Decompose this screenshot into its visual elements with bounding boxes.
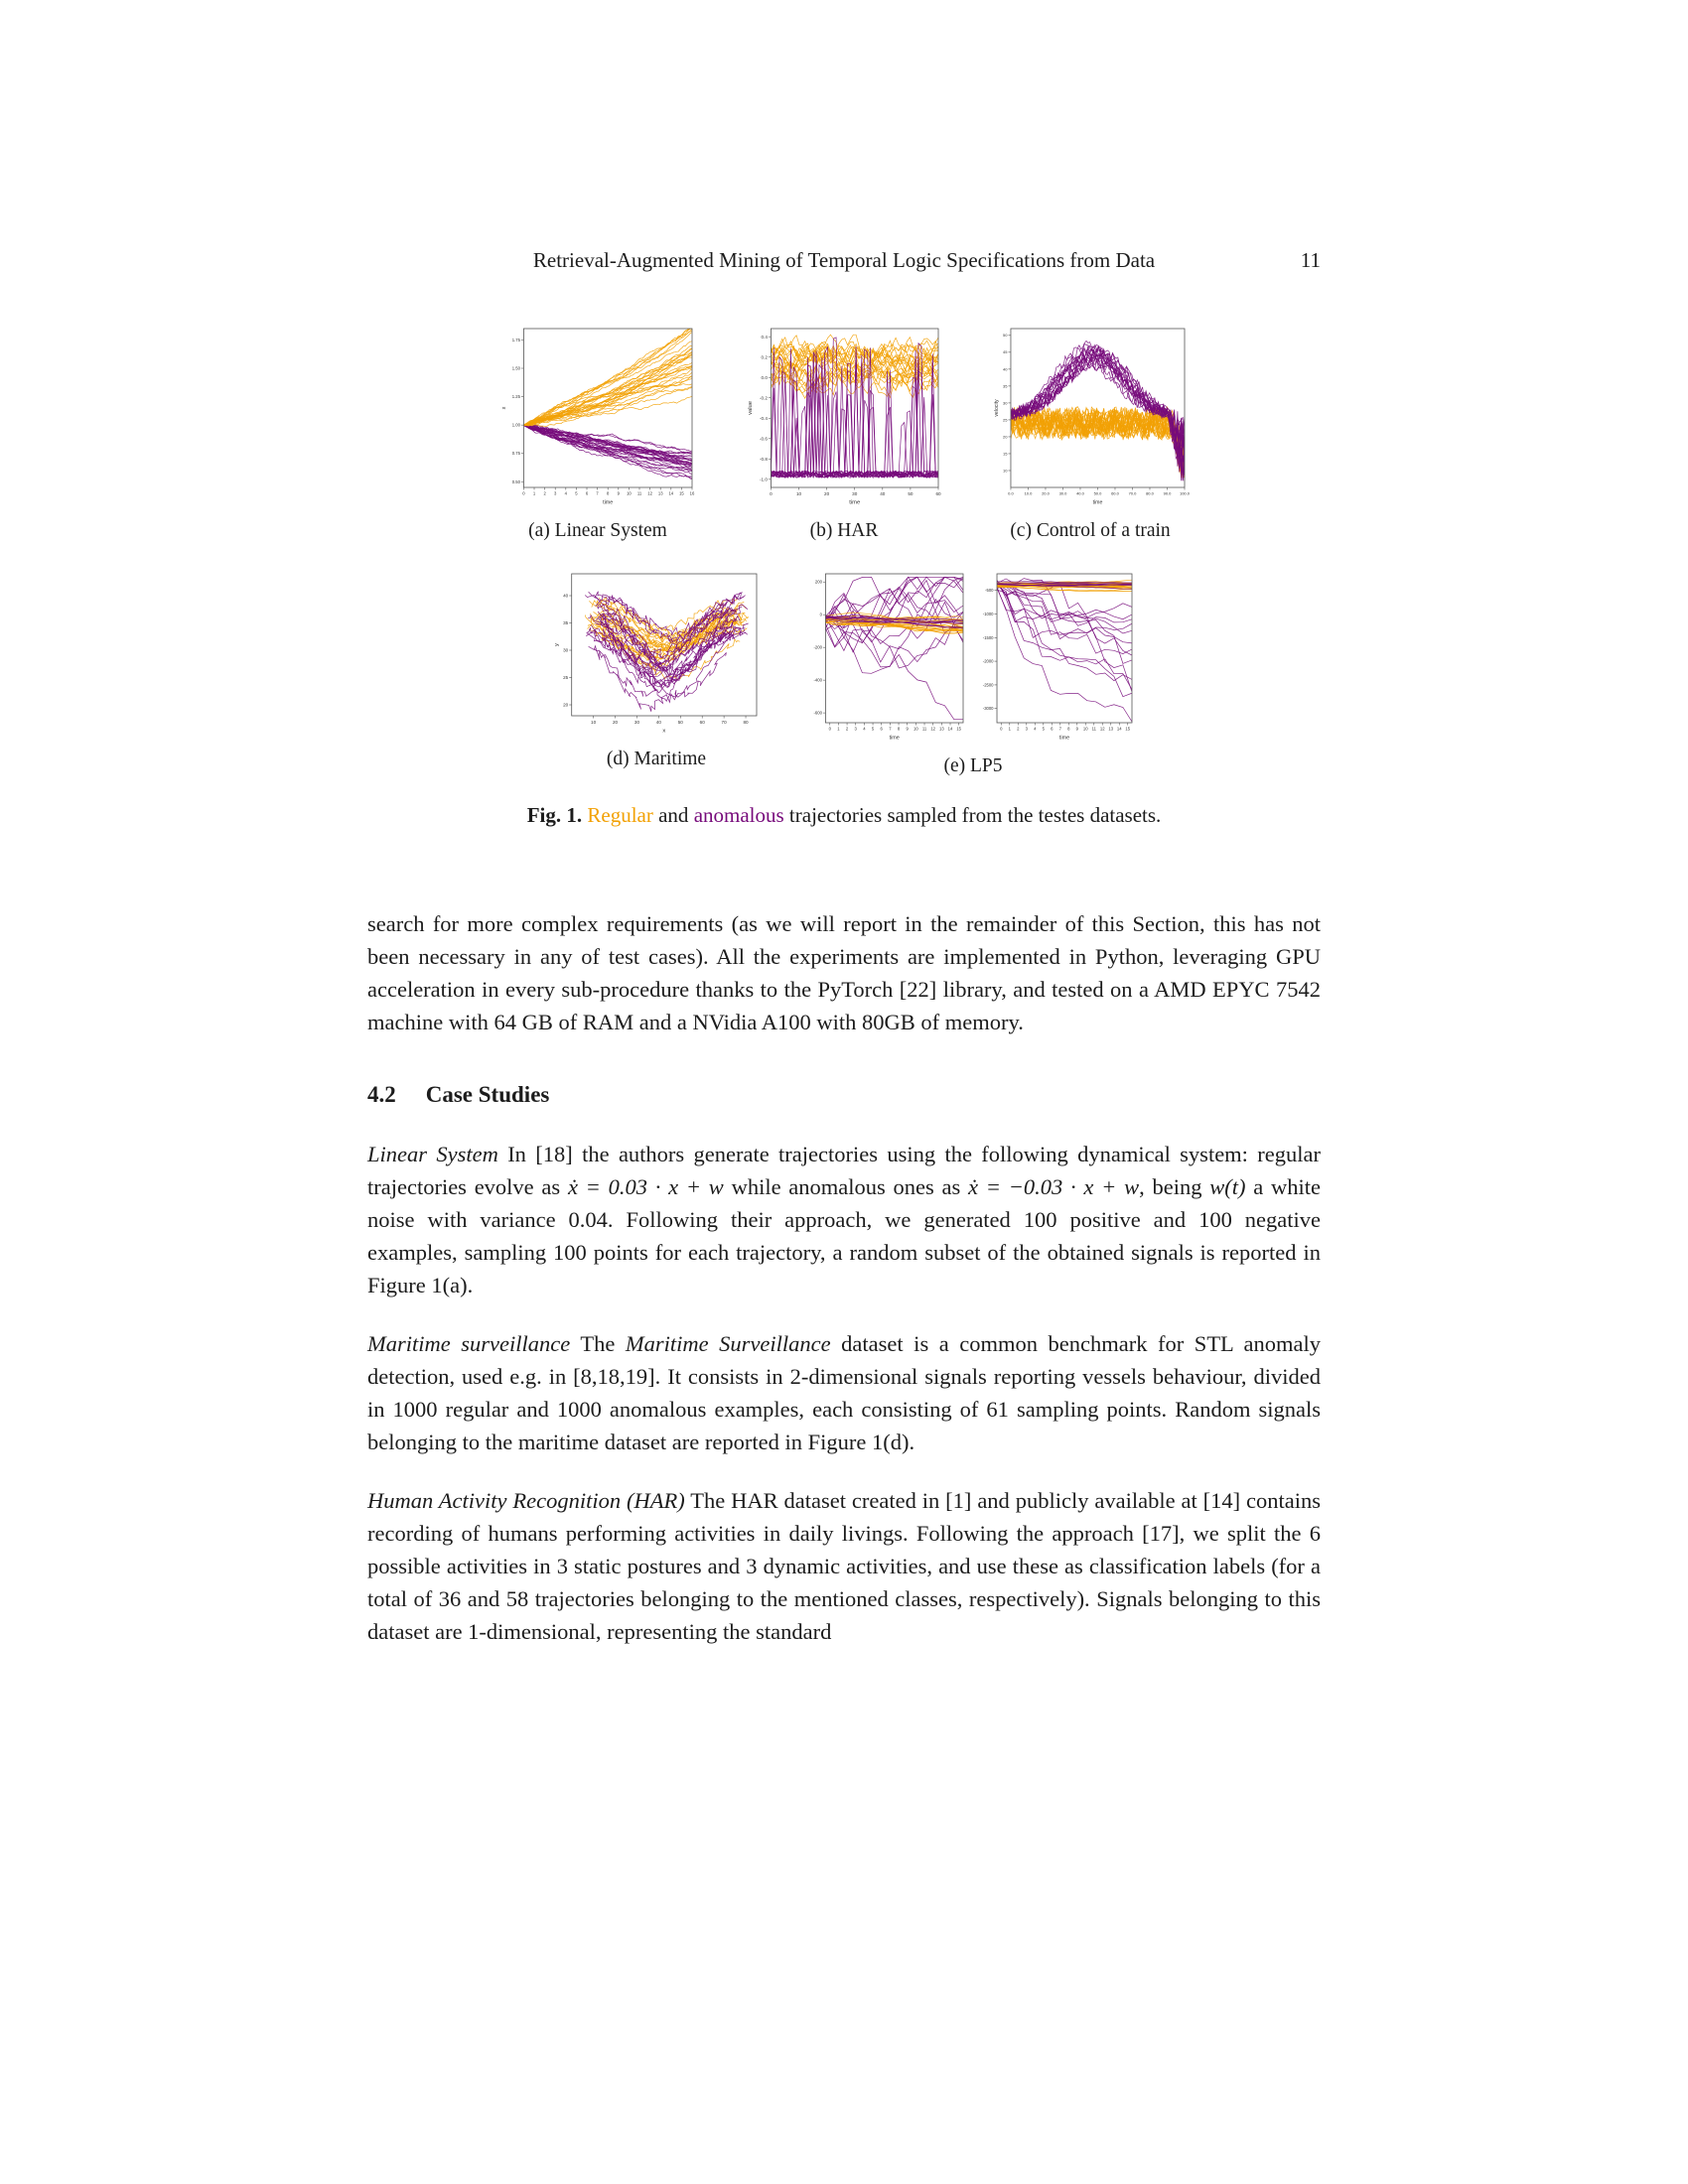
svg-text:time: time bbox=[849, 499, 861, 506]
svg-text:-600: -600 bbox=[813, 710, 822, 716]
svg-text:15: 15 bbox=[1125, 726, 1131, 732]
svg-text:5: 5 bbox=[871, 726, 875, 732]
svg-text:13: 13 bbox=[1108, 726, 1114, 732]
svg-text:14: 14 bbox=[1116, 726, 1122, 732]
svg-text:25: 25 bbox=[563, 675, 569, 681]
svg-text:-500: -500 bbox=[985, 588, 994, 594]
svg-text:9: 9 bbox=[617, 490, 620, 496]
svg-text:40: 40 bbox=[880, 491, 886, 497]
svg-text:10: 10 bbox=[914, 726, 918, 732]
subfigure-b bbox=[745, 323, 943, 542]
svg-text:80.0: 80.0 bbox=[1146, 490, 1154, 496]
subfigure-c bbox=[991, 323, 1190, 542]
svg-text:60: 60 bbox=[935, 491, 941, 497]
figure-1 bbox=[367, 323, 1321, 828]
svg-text:25: 25 bbox=[1003, 417, 1008, 423]
text-run: In [18] the authors generate trajectories using the following dynamical system: regular trajectories evolve as bbox=[367, 1142, 1321, 1199]
svg-text:40: 40 bbox=[563, 593, 569, 599]
text-run: Fig. 1. bbox=[526, 803, 588, 827]
svg-text:50: 50 bbox=[677, 720, 683, 726]
subcaption-c: (c) Control of a train bbox=[1010, 520, 1171, 541]
lp5-panel-pair bbox=[809, 568, 1137, 742]
svg-text:14: 14 bbox=[668, 490, 674, 496]
svg-text:8: 8 bbox=[1067, 726, 1070, 732]
subcaption-a: (a) Linear System bbox=[528, 520, 667, 541]
svg-text:0.50: 0.50 bbox=[511, 478, 520, 484]
text-run: The bbox=[570, 1331, 626, 1356]
svg-text:30: 30 bbox=[852, 491, 858, 497]
svg-text:time: time bbox=[1058, 735, 1070, 742]
section-number: 4.2 bbox=[367, 1082, 396, 1107]
figure-row-1 bbox=[367, 323, 1321, 542]
svg-text:x: x bbox=[501, 406, 507, 410]
paragraph-maritime bbox=[367, 1327, 1321, 1458]
svg-text:6: 6 bbox=[880, 726, 883, 732]
svg-text:35: 35 bbox=[563, 620, 569, 626]
svg-text:5: 5 bbox=[1042, 726, 1045, 732]
section-heading bbox=[367, 1082, 1321, 1108]
svg-text:1: 1 bbox=[1008, 726, 1011, 732]
svg-text:x: x bbox=[662, 728, 666, 735]
svg-text:30: 30 bbox=[633, 720, 640, 726]
text-run: search for more complex requirements (as we will report in the remainder of this Section, this has not been necessary in any of test cases). All the experiments are implemented in Python, leveraging GPU acceleration in every sub-procedure thanks to the PyTorch [22] library, and tested on a AMD EPYC 7542 machine with 64 GB of RAM and a NVidia A100 with 80GB of memory. bbox=[367, 911, 1321, 1034]
svg-text:50: 50 bbox=[1003, 333, 1008, 339]
paragraph-linear-system bbox=[367, 1138, 1321, 1301]
svg-text:7: 7 bbox=[596, 490, 599, 496]
svg-text:40.0: 40.0 bbox=[1076, 490, 1084, 496]
svg-text:1.00: 1.00 bbox=[511, 422, 520, 428]
svg-text:20: 20 bbox=[612, 720, 619, 726]
svg-text:3: 3 bbox=[854, 726, 857, 732]
svg-text:40: 40 bbox=[655, 720, 661, 726]
svg-text:50.0: 50.0 bbox=[1093, 490, 1102, 496]
svg-text:9: 9 bbox=[906, 726, 909, 732]
svg-text:20: 20 bbox=[563, 702, 569, 708]
svg-text:1.75: 1.75 bbox=[511, 337, 520, 342]
svg-text:-200: -200 bbox=[813, 644, 822, 650]
text-run: Linear System bbox=[367, 1142, 498, 1166]
svg-text:y: y bbox=[554, 643, 560, 646]
svg-text:-400: -400 bbox=[813, 677, 822, 683]
svg-text:10: 10 bbox=[795, 491, 802, 497]
svg-text:11: 11 bbox=[921, 726, 927, 732]
svg-text:1: 1 bbox=[837, 726, 840, 732]
svg-text:0: 0 bbox=[819, 612, 822, 617]
chart-maritime bbox=[551, 568, 762, 735]
svg-text:time: time bbox=[1092, 499, 1103, 506]
svg-text:15: 15 bbox=[956, 726, 962, 732]
subcaption-b: (b) HAR bbox=[809, 520, 879, 541]
page-number: 11 bbox=[1300, 248, 1321, 272]
svg-text:200: 200 bbox=[814, 579, 822, 585]
svg-text:50: 50 bbox=[908, 491, 914, 497]
svg-text:8: 8 bbox=[897, 726, 901, 732]
svg-text:4: 4 bbox=[863, 726, 866, 732]
svg-text:13: 13 bbox=[939, 726, 944, 732]
text-run: while anomalous ones as bbox=[723, 1174, 969, 1199]
svg-text:0: 0 bbox=[522, 490, 525, 496]
svg-text:20.0: 20.0 bbox=[1042, 490, 1050, 496]
svg-text:-3000: -3000 bbox=[982, 706, 994, 712]
svg-text:40: 40 bbox=[1003, 366, 1008, 372]
svg-text:11: 11 bbox=[636, 490, 642, 496]
svg-text:4: 4 bbox=[1034, 726, 1037, 732]
svg-text:-2000: -2000 bbox=[982, 658, 994, 664]
paragraph-experiments bbox=[367, 907, 1321, 1038]
svg-text:5: 5 bbox=[575, 490, 578, 496]
svg-text:6: 6 bbox=[585, 490, 589, 496]
svg-text:14: 14 bbox=[947, 726, 953, 732]
subcaption-d: (d) Maritime bbox=[606, 749, 707, 769]
svg-text:12: 12 bbox=[647, 490, 652, 496]
svg-text:velocity: velocity bbox=[994, 399, 1000, 417]
text-run: , being bbox=[1139, 1174, 1210, 1199]
subfigure-e bbox=[809, 568, 1137, 777]
svg-text:9: 9 bbox=[1075, 726, 1078, 732]
page-header bbox=[367, 248, 1321, 273]
text-run: Regular bbox=[587, 803, 653, 827]
svg-text:20: 20 bbox=[824, 491, 830, 497]
svg-text:15: 15 bbox=[1003, 451, 1008, 457]
svg-text:70.0: 70.0 bbox=[1128, 490, 1137, 496]
chart-lp5-left bbox=[809, 568, 968, 742]
svg-text:1.50: 1.50 bbox=[511, 365, 520, 371]
svg-text:2: 2 bbox=[845, 726, 849, 732]
text-run: The HAR dataset created in [1] and publicly available at [14] contains recording of humans performing activities in daily livings. Following the approach [17], we split the 6 possible activities in 3 static postures and 3 dynamic activities, and use these as classification labels (for a total of 36 and 58 trajectories belonging to the mentioned classes, respectively). Signals belonging to this dataset are 1-dimensional, representing the standard bbox=[367, 1488, 1322, 1644]
svg-text:0.0: 0.0 bbox=[761, 374, 768, 380]
svg-text:0.4: 0.4 bbox=[761, 334, 768, 340]
figure-row-2 bbox=[367, 568, 1321, 777]
svg-text:10: 10 bbox=[1003, 468, 1008, 474]
svg-text:1.25: 1.25 bbox=[511, 394, 520, 400]
subfigure-a bbox=[498, 323, 697, 542]
text-run: a white noise with variance 0.04. Following their approach, we generated 100 positive and 100 negative examples, sampling 100 points for each trajectory, a random subset of the obtained signals is reported in Figure 1(a). bbox=[367, 1174, 1321, 1297]
svg-text:0.75: 0.75 bbox=[511, 451, 520, 457]
svg-text:8: 8 bbox=[607, 490, 610, 496]
svg-text:-0.6: -0.6 bbox=[759, 436, 768, 442]
svg-text:11: 11 bbox=[1091, 726, 1096, 732]
svg-text:3: 3 bbox=[1025, 726, 1028, 732]
svg-text:-0.8: -0.8 bbox=[759, 456, 768, 462]
svg-text:value: value bbox=[748, 401, 754, 415]
svg-text:6: 6 bbox=[1051, 726, 1054, 732]
svg-text:20: 20 bbox=[1003, 434, 1008, 440]
text-run: Human Activity Recognition (HAR) bbox=[367, 1488, 685, 1513]
svg-text:70: 70 bbox=[721, 720, 727, 726]
svg-text:10: 10 bbox=[627, 490, 632, 496]
text-run: trajectories sampled from the testes datasets. bbox=[783, 803, 1162, 827]
svg-text:-1.0: -1.0 bbox=[759, 477, 768, 482]
svg-text:12: 12 bbox=[930, 726, 936, 732]
svg-text:0.2: 0.2 bbox=[761, 354, 768, 360]
chart-train-control bbox=[991, 323, 1190, 506]
content-column bbox=[367, 323, 1321, 1674]
svg-text:80: 80 bbox=[743, 720, 749, 726]
svg-text:35: 35 bbox=[1003, 383, 1008, 389]
svg-text:16: 16 bbox=[689, 490, 695, 496]
section-title: Case Studies bbox=[425, 1082, 550, 1107]
svg-text:30.0: 30.0 bbox=[1058, 490, 1067, 496]
chart-linear-system bbox=[498, 323, 697, 506]
running-title: Retrieval-Augmented Mining of Temporal Logic Specifications from Data bbox=[532, 248, 1156, 272]
svg-text:0: 0 bbox=[1000, 726, 1003, 732]
svg-text:-2500: -2500 bbox=[982, 682, 994, 688]
svg-text:45: 45 bbox=[1003, 349, 1008, 355]
text-run: Maritime Surveillance bbox=[625, 1331, 831, 1356]
svg-text:-1500: -1500 bbox=[982, 634, 994, 640]
body-text bbox=[367, 907, 1321, 1648]
text-run: ẋ = −0.03 · x + w bbox=[968, 1174, 1140, 1199]
text-run: dataset is a common benchmark for STL anomaly detection, used e.g. in [8,18,19]. It consists in 2-dimensional signals reporting vessels behaviour, divided in 1000 regular and 1000 anomalous examples, each consisting of 61 sampling points. Random signals belonging to the maritime dataset are reported in Figure 1(d). bbox=[367, 1331, 1321, 1454]
svg-text:12: 12 bbox=[1099, 726, 1105, 732]
svg-text:30: 30 bbox=[1003, 400, 1008, 406]
svg-text:2: 2 bbox=[543, 490, 546, 496]
svg-text:10: 10 bbox=[1082, 726, 1088, 732]
svg-text:-0.2: -0.2 bbox=[759, 395, 768, 401]
subcaption-e: (e) LP5 bbox=[943, 755, 1003, 776]
svg-text:60.0: 60.0 bbox=[1111, 490, 1119, 496]
svg-text:3: 3 bbox=[554, 490, 557, 496]
svg-text:10.0: 10.0 bbox=[1024, 490, 1033, 496]
svg-text:time: time bbox=[603, 499, 614, 506]
svg-text:-0.4: -0.4 bbox=[759, 415, 768, 421]
text-run: and bbox=[652, 803, 694, 827]
text-run: anomalous bbox=[693, 803, 784, 827]
svg-text:-1000: -1000 bbox=[982, 611, 994, 616]
text-run: w(t) bbox=[1209, 1174, 1246, 1199]
svg-text:30: 30 bbox=[563, 647, 569, 653]
figure-caption bbox=[367, 803, 1321, 828]
svg-text:4: 4 bbox=[564, 490, 567, 496]
svg-text:10: 10 bbox=[591, 720, 597, 726]
subfigure-d bbox=[551, 568, 762, 770]
svg-text:15: 15 bbox=[679, 490, 684, 496]
chart-har bbox=[745, 323, 943, 506]
chart-lp5-right bbox=[978, 568, 1137, 742]
svg-text:0: 0 bbox=[770, 491, 773, 497]
svg-text:2: 2 bbox=[1017, 726, 1020, 732]
svg-text:90.0: 90.0 bbox=[1163, 490, 1172, 496]
svg-text:7: 7 bbox=[889, 726, 892, 732]
svg-text:7: 7 bbox=[1058, 726, 1061, 732]
svg-text:time: time bbox=[889, 735, 900, 742]
paragraph-har bbox=[367, 1484, 1321, 1648]
text-run: ẋ = 0.03 · x + w bbox=[567, 1174, 724, 1199]
svg-text:1: 1 bbox=[532, 490, 536, 496]
svg-text:100.0: 100.0 bbox=[1179, 490, 1190, 496]
svg-text:13: 13 bbox=[657, 490, 663, 496]
text-run: Maritime surveillance bbox=[367, 1331, 571, 1356]
svg-text:0.0: 0.0 bbox=[1008, 490, 1014, 496]
svg-text:60: 60 bbox=[699, 720, 705, 726]
svg-text:0: 0 bbox=[828, 726, 831, 732]
